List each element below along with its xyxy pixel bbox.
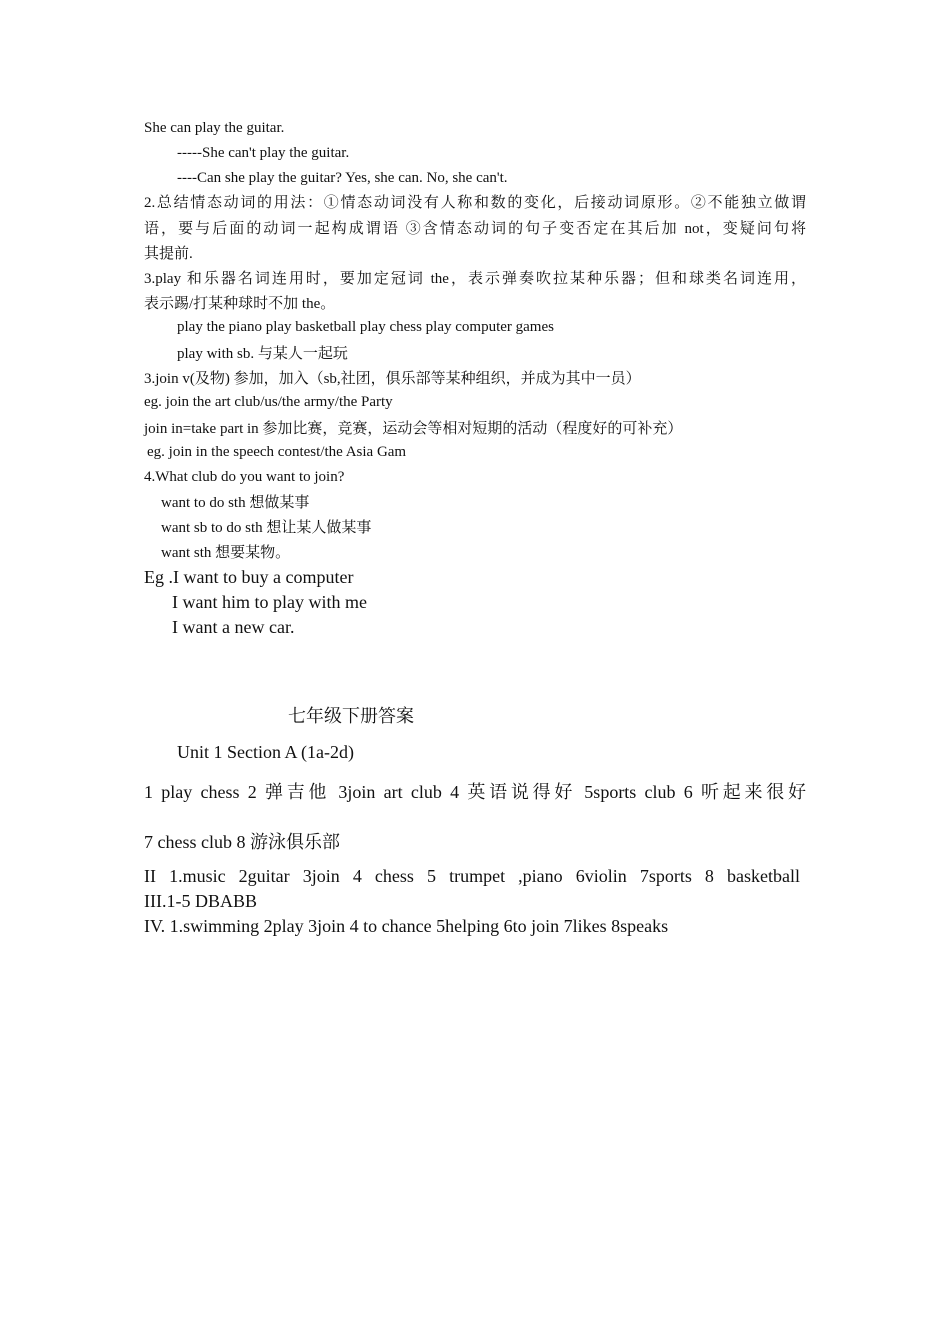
note-line: eg. join the art club/us/the army/the Party [144,394,393,410]
note-line: want to do sth 想做某事 [161,495,310,511]
example-line: I want him to play with me [172,592,367,612]
unit-heading: Unit 1 Section A (1a-2d) [177,742,354,762]
note-line: 语，要与后面的动词一起构成谓语 ③含情态动词的句子变否定在其后加 not，变疑问句将 [144,221,806,237]
note-line: 表示踢/打某种球时不加 the。 [144,296,336,312]
note-line: She can play the guitar. [144,120,285,136]
note-line: 4.What club do you want to join? [144,469,345,485]
answer-line: 7 chess club 8 游泳俱乐部 [144,832,340,852]
answer-line: III.1-5 DBABB [144,891,257,911]
note-line: -----She can't play the guitar. [177,145,350,161]
note-line: 3.play 和乐器名词连用时，要加定冠词 the，表示弹奏吹拉某种乐器；但和球类名词连用， [144,271,806,287]
note-line: play the piano play basketball play chess play computer games [177,319,554,335]
note-line: 3.join v(及物) 参加，加入（sb,社团，俱乐部等某种组织，并成为其中一员） [144,371,641,387]
note-line: join in=take part in 参加比赛，竞赛，运动会等相对短期的活动（程度好的可补充） [144,421,683,437]
note-line: ----Can she play the guitar? Yes, she can. No, she can't. [177,170,508,186]
answers-title: 七年级下册答案 [288,706,414,726]
note-line: 其提前. [144,246,193,262]
note-line: want sb to do sth 想让某人做某事 [161,520,372,536]
note-line: want sth 想要某物。 [161,545,291,561]
example-line: I want a new car. [172,617,295,637]
example-line: Eg .I want to buy a computer [144,567,354,587]
answer-line: II 1.music 2guitar 3join 4 chess 5 trumpet ,piano 6violin 7sports 8 basketball [144,866,800,886]
answer-line: IV. 1.swimming 2play 3join 4 to chance 5helping 6to join 7likes 8speaks [144,916,669,936]
note-line: 2.总结情态动词的用法：①情态动词没有人称和数的变化，后接动词原形。②不能独立做谓 [144,195,806,211]
note-line: play with sb. 与某人一起玩 [177,346,348,362]
note-line: eg. join in the speech contest/the Asia Gam [147,444,407,460]
answer-line: 1 play chess 2 弹吉他 3join art club 4 英语说得好 5sports club 6 听起来很好 [144,782,806,802]
